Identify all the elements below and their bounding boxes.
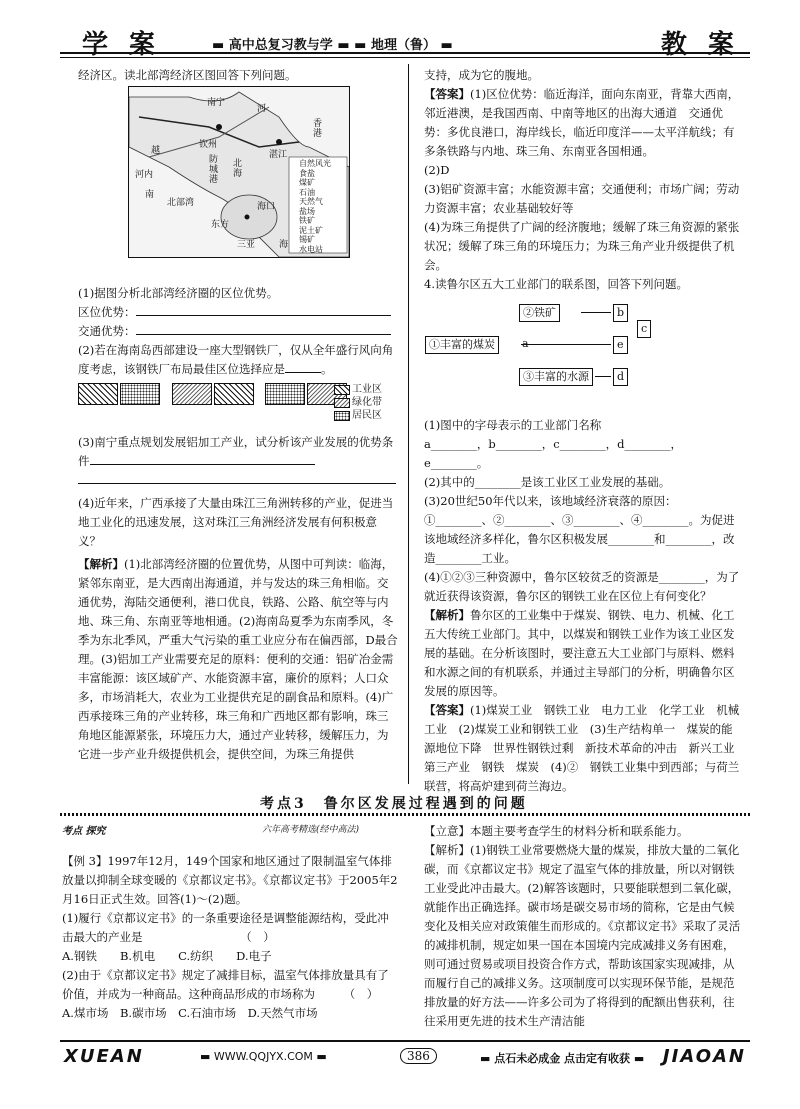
q1-loc-blank[interactable] bbox=[136, 303, 391, 316]
option-a[interactable] bbox=[78, 383, 118, 405]
left-intro: 经济区。读北部湾经济区图回答下列问题。 bbox=[78, 68, 297, 82]
option-b[interactable] bbox=[172, 383, 212, 405]
map-label-hongkong: 香港 bbox=[313, 119, 323, 139]
option-a-b bbox=[120, 383, 160, 405]
q4: (4)近年来，广西承接了大量由珠江三角洲转移的产业，促进当地工业化的迅速发展，这对珠江三角洲经济发展有何积极意义？ bbox=[78, 496, 394, 548]
q3-blank[interactable] bbox=[90, 452, 315, 465]
q2-end: 。 bbox=[321, 362, 333, 376]
legend-oil: 石油 bbox=[299, 187, 315, 197]
section-sub-right: 六年高考精选(经中高法) bbox=[262, 825, 360, 835]
column-divider bbox=[408, 64, 409, 784]
example-explanation bbox=[424, 822, 742, 1031]
legend-iron: 铁矿 bbox=[299, 216, 315, 225]
map-label-haikou: 海口 bbox=[257, 202, 276, 212]
legend-scenery: 自然风光 bbox=[299, 159, 331, 168]
legend-industrial: 工业区 bbox=[352, 384, 382, 395]
header-right-tag: 教 案 bbox=[660, 30, 740, 60]
q1-loc-label: 区位优势： bbox=[78, 305, 136, 319]
right-answer1: (1)区位优势：临近海洋，面向东南亚，背靠大西南，邻近港澳，是我国西南、中南等地区的出海大通道 交通优势：多优良港口，海岸线长，临近印度洋——太平洋航线；有多条铁路与内地、珠三角、东南亚各国相通。 bbox=[424, 87, 740, 158]
q2: (2)若在海南岛西部建设一座大型钢铁厂，仅从全年盛行风向角度考虑，该钢铁厂布局最佳区位选择应是 bbox=[78, 343, 394, 376]
footer-rule bbox=[60, 1040, 750, 1042]
flow-iron: ②铁矿 bbox=[519, 304, 560, 322]
right-answer-label: 【答案】 bbox=[424, 87, 470, 101]
right-answer2: (2)D bbox=[424, 163, 450, 177]
map-label-sanya: 三亚 bbox=[237, 240, 256, 250]
header-center: ▬ 高中总复习教与学 ▬ ▬ 地理（鲁） ▬ bbox=[212, 38, 453, 53]
legend-saltfield: 盐场 bbox=[299, 206, 315, 216]
map-label-qinzhou: 钦州 bbox=[199, 140, 218, 150]
map-label-fangchenggang: 防城港 bbox=[209, 155, 219, 185]
flow-c: c bbox=[637, 320, 651, 338]
legend-residential: 居民区 bbox=[352, 410, 382, 421]
flow-b: b bbox=[613, 304, 628, 322]
ruhr-questions bbox=[424, 416, 746, 796]
footer-slogan: ▬ 点石未必成金 点击定有收获 ▬ bbox=[480, 1052, 645, 1065]
example-block bbox=[62, 852, 398, 1023]
option-c[interactable] bbox=[265, 383, 305, 405]
beibu-gulf-map bbox=[128, 86, 350, 258]
flow-coal: ①丰富的煤炭 bbox=[425, 336, 499, 354]
legend-gas: 天然气 bbox=[299, 197, 323, 206]
section-title: 考点3 鲁尔区发展过程遇到的问题 bbox=[260, 796, 528, 812]
flow-d: d bbox=[613, 368, 628, 386]
right-answer4: (4)为珠三角提供了广阔的经济腹地；缓解了珠三角资源的紧张状况；缓解了珠三角的环境压力；为珠三角产业升级提供了机会。 bbox=[424, 220, 740, 272]
legend-hydro: 水电站 bbox=[299, 244, 323, 254]
example-analysis: 【解析】(1)钢铁工业常要燃烧大量的煤炭，排放大量的二氧化碳，而《京都议定书》规定了温室气体的排放量，所以对钢铁工业受此冲击最大。(2)解答该题时，只要能联想到二氧化碳，就能作出正确选择。碳市场是碳交易市场的简称，它是由气候变化及相关应对政策催生而形成的。《京都议定书》采取了灵活的减排机制，规定如果一国在本国境内完成减排义务有困难，则可通过贸易或项目投资合作方式，帮助该国家实现减排，从而履行自己的减排义务。这项制度可以实现环保节能，是规范排放量的好方法——许多公司为了将得到的配额出售获利，往往采用更先进的技术生产清洁能 bbox=[424, 843, 741, 1028]
left-questions bbox=[78, 284, 398, 764]
page-number: 386 bbox=[400, 1048, 437, 1064]
legend-coal: 煤矿 bbox=[299, 178, 315, 187]
example-q2-options[interactable]: A.煤市场 B.碳市场 C.石油市场 D.天然气市场 bbox=[62, 1006, 318, 1020]
ruhr-analysis: 鲁尔区的工业集中于煤炭、钢铁、电力、机械、化工五大传统工业部门。其中，以煤炭和钢铁工业作为该工业区发展的基础。在分析该图时，要注意五大工业部门与原料、燃料和水源之间的有机联系，并通过主导部门的分析，明确鲁尔区发展的原因等。 bbox=[424, 608, 735, 698]
ruhr-sq4[interactable]: (4)①②③三种资源中，鲁尔区较贫乏的资源是________，为了就近获得该资源，鲁尔区的钢铁工业在区位上有何变化？ bbox=[424, 570, 740, 603]
right-cont: 支持，成为它的腹地。 bbox=[424, 68, 539, 82]
section-bar bbox=[60, 793, 750, 815]
section-sub-left: 考点 探究 bbox=[62, 826, 106, 837]
footer-right: JIAOAN bbox=[662, 1046, 746, 1067]
ruhr-answer: (1)煤炭工业 钢铁工业 电力工业 化学工业 机械工业 (2)煤炭工业和钢铁工业 (3)生产结构单一 煤炭的能源地位下降 世界性钢铁过剩 新技术革命的冲击 新兴工业 第三产业 钢铁 煤炭 (4)② 钢铁工业集中到西部；与荷兰联营，将高炉建到荷兰海边。 bbox=[424, 703, 746, 793]
right-column bbox=[424, 66, 742, 294]
header-rule bbox=[60, 52, 750, 58]
map-label-sea: 海 bbox=[279, 240, 289, 250]
map-label-gulf: 北部湾 bbox=[167, 198, 195, 208]
header-left-tag: 学 案 bbox=[82, 30, 162, 60]
ruhr-sq3[interactable]: (3)20世纪50年代以来，该地域经济衰落的原因：①________、②________、③________、④________。为促进该地域经济多样化，鲁尔区积极发展________和________，改造________工业。 bbox=[424, 494, 735, 565]
q2-options bbox=[78, 383, 398, 429]
q3-blank-2[interactable] bbox=[78, 471, 396, 484]
section-rule bbox=[60, 813, 750, 816]
ruhr-analysis-label: 【解析】 bbox=[424, 608, 470, 622]
q1-traffic-blank[interactable] bbox=[136, 322, 391, 335]
example-stem: 【例 3】1997年12月，149个国家和地区通过了限制温室气体排放量以抑制全球变暖的《京都议定书》。《京都议定书》于2005年2月16日正式生效。回答(1)～(2)题。 bbox=[62, 854, 398, 906]
q1: (1)据图分析北部湾经济圈的区位优势。 bbox=[78, 286, 279, 300]
legend-tin: 锡矿 bbox=[299, 235, 315, 244]
map-label-river: 河 bbox=[257, 104, 267, 114]
flow-e: e bbox=[613, 336, 628, 354]
map-label-dongfang: 东方 bbox=[211, 220, 230, 230]
example-q2: (2)由于《京都议定书》规定了减排目标，温室气体排放量具有了价值，并成为一种商品。这种商品形成的市场称为 （ ） bbox=[62, 968, 389, 1001]
legend-salt: 食盐 bbox=[299, 168, 315, 178]
footer-left: XUEAN bbox=[64, 1046, 144, 1067]
zone-legend bbox=[334, 383, 382, 422]
right-answer3: (3)铝矿资源丰富；水能资源丰富；交通便利；市场广阔；劳动力资源丰富；农业基础较好等 bbox=[424, 182, 740, 215]
ruhr-answer-label: 【答案】 bbox=[424, 703, 470, 717]
map-label-viet: 越 bbox=[151, 146, 161, 156]
map-label-zhanjiang: 湛江 bbox=[269, 150, 288, 160]
left-analysis-label: 【解析】 bbox=[78, 557, 124, 571]
q3: (3)南宁重点规划发展铝加工产业，试分析该产业发展的优势条件 bbox=[78, 435, 394, 468]
left-analysis: (1)北部湾经济圈的位置优势，从图中可判读：临海，紧邻东南亚，是大西南出海通道，并与发达的珠三角相临。交通优势，海陆交通便利，港口优良，铁路、公路、航空等与内地、珠三角、东南亚等地相通。(2)海南岛夏季为东南季风，冬季为东北季风，严重大气污染的重工业应分布在偏西部，D最合理。(3)铝加工产业需要充足的原料：便利的交通：铝矿冶金需丰富能源：该区域矿产、水能资源丰富，廉价的原料；人口众多，市场消耗大，农业为工业提供充足的副食品和原料。(4)广西承接珠三角的产业转移，珠三角和广西地区都有影响，珠三角地区能源紧张，环境压力大，通过产业转移，缓解压力，为它进一步产业升级提供机会，提供空间，为珠三角提供 bbox=[78, 557, 398, 761]
flow-water: ③丰富的水源 bbox=[519, 368, 593, 386]
map-label-beihai: 北海 bbox=[233, 159, 243, 179]
q1-traffic-label: 交通优势： bbox=[78, 324, 136, 338]
q2-blank[interactable] bbox=[285, 360, 321, 373]
ruhr-sq1: (1)图中的字母表示的工业部门名称 bbox=[424, 418, 602, 432]
legend-clay: 泥土矿 bbox=[299, 225, 323, 235]
map-label-hanoi: 河内 bbox=[135, 170, 154, 180]
map-label-nanning: 南宁 bbox=[207, 98, 226, 108]
ruhr-flow-diagram bbox=[425, 300, 665, 392]
example-q1-options[interactable]: A.钢铁 B.机电 C.纺织 D.电子 bbox=[62, 949, 272, 963]
legend-green: 绿化带 bbox=[352, 397, 382, 408]
example-q1: (1)履行《京都议定书》的一条重要途径是调整能源结构，受此冲击最大的产业是 （ ） bbox=[62, 911, 389, 944]
page-footer bbox=[60, 1040, 750, 1070]
ruhr-sq2[interactable]: (2)其中的________是该工业区工业发展的基础。 bbox=[424, 475, 671, 489]
map-legend bbox=[299, 159, 347, 254]
option-b-b bbox=[214, 383, 254, 405]
ruhr-sq1-blanks[interactable]: a________，b________，c________，d________，e________。 bbox=[424, 437, 683, 470]
example-intent: 【立意】本题主要考查学生的材料分析和联系能力。 bbox=[424, 824, 689, 838]
map-label-south: 南 bbox=[145, 190, 155, 200]
footer-web: ▬ WWW.QQJYX.COM ▬ bbox=[200, 1050, 327, 1063]
ruhr-q-title: 4.读鲁尔区五大工业部门的联系图，回答下列问题。 bbox=[424, 277, 688, 291]
